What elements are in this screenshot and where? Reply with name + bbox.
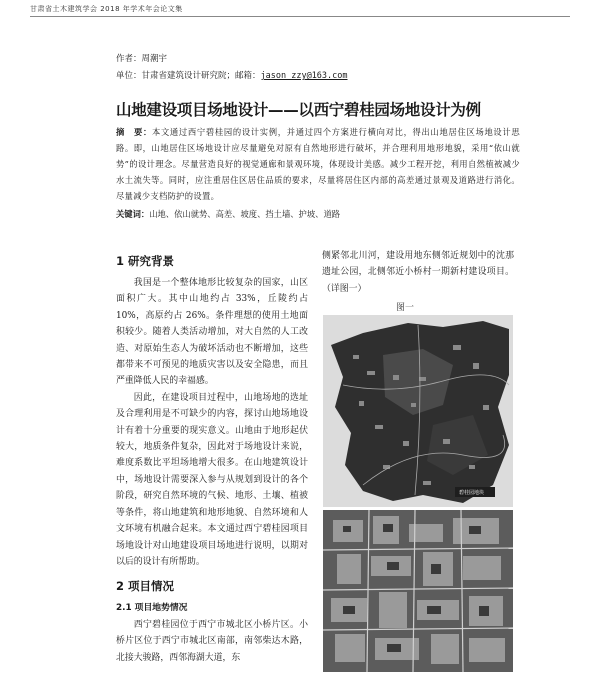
paragraph: 因此，在建设项目过程中，山地场地的选址及合理利用是不可缺少的内容，探讨山地场地设计有着十分重要的现实意义。山地由于地形起伏较大，地质条件复杂，因此对于场地设计来说，难度系数比平坦场地增大很多。在山地建筑设计中，场地设计需要深入参与从规划到设计的各个阶段，研究自然环境的气候、地形、土壤、植被等条件，将山地建筑和地形地貌、自然环境和人文环境有机融合起来。本文通过西宁碧桂园项目场地设计对山地建设项目场地进行说明，以期对以后的设计有所帮助。 bbox=[116, 392, 308, 567]
author-line: 作者：周潮宇 bbox=[116, 54, 168, 64]
section-heading: 2 项目情况 bbox=[116, 579, 175, 594]
subsection-heading: 2.1 项目地势情况 bbox=[116, 603, 188, 614]
affiliation-line bbox=[116, 68, 348, 85]
abstract bbox=[116, 124, 520, 204]
running-header: 甘肃省土木建筑学会 2018 年学术年会论文集 bbox=[30, 5, 183, 13]
author-block bbox=[116, 51, 348, 85]
section-heading: 1 研究背景 bbox=[116, 254, 175, 268]
article-title: 山地建设项目场地设计——以西宁碧桂园场地设计为例 bbox=[116, 101, 481, 119]
figure-caption: 图一 bbox=[396, 303, 415, 313]
abstract-text: 本文通过西宁碧桂园的设计实例，并通过四个方案进行横向对比，得出山地居住区场地设计思路。即，山地居住区场地设计应尽量避免对原有自然地形进行破坏，并合理利用地形地貌，采用“依山就势”的设计理念。尽量营造良好的视觉通廊和景观环境，体现设计美感。减少工程开挖，利用自然植被减少水土流失等。同时，应注重居住区居住品质的要求，尽量将居住区内部的高差通过景观及道路进行消化。尽量减少支档防护的设置。 bbox=[116, 127, 520, 201]
keywords bbox=[116, 207, 520, 221]
aerial-photo-image bbox=[323, 510, 513, 672]
site-map-drawing bbox=[323, 315, 513, 507]
keywords-label: 关键词： bbox=[116, 209, 150, 219]
keywords-text: 山地、依山就势、高差、坡度、挡土墙、护坡、道路 bbox=[149, 209, 341, 219]
left-column bbox=[116, 251, 308, 666]
affiliation-text: 单位：甘肃省建筑设计研究院；邮箱： bbox=[116, 71, 261, 81]
abstract-label: 摘 要： bbox=[116, 127, 152, 137]
site-map-image bbox=[323, 315, 513, 507]
paragraph: 侧紧邻北川河，建设用地东侧邻近规划中的沈那遗址公园，北侧邻近小桥村一期新村建设项目。（详图一） bbox=[322, 251, 514, 294]
aerial-photo-drawing bbox=[323, 510, 513, 672]
map-label: 碧桂园地块 bbox=[459, 490, 485, 496]
paragraph: 我国是一个整体地形比较复杂的国家，山区面积广大。其中山地约占 33%，丘陵约占 10%，高原约占 26%。条件理想的使用土地面积较少。随着人类活动增加，对大自然的人工改造、对原始生态人为破坏活动也不断增加，这些都带来不可预见的地质灾害以及安全隐患，而且严重降低人民的幸福感。 bbox=[116, 278, 308, 387]
email-link[interactable]: jason_zzy@163.com bbox=[260, 71, 348, 81]
header-rule bbox=[30, 16, 570, 17]
right-column bbox=[322, 248, 514, 297]
paragraph: 西宁碧桂园位于西宁市城北区小桥片区。小桥片区位于西宁市城北区南部，南邻柴达木路，北接大骏路，西邻海湖大道，东 bbox=[116, 619, 308, 663]
